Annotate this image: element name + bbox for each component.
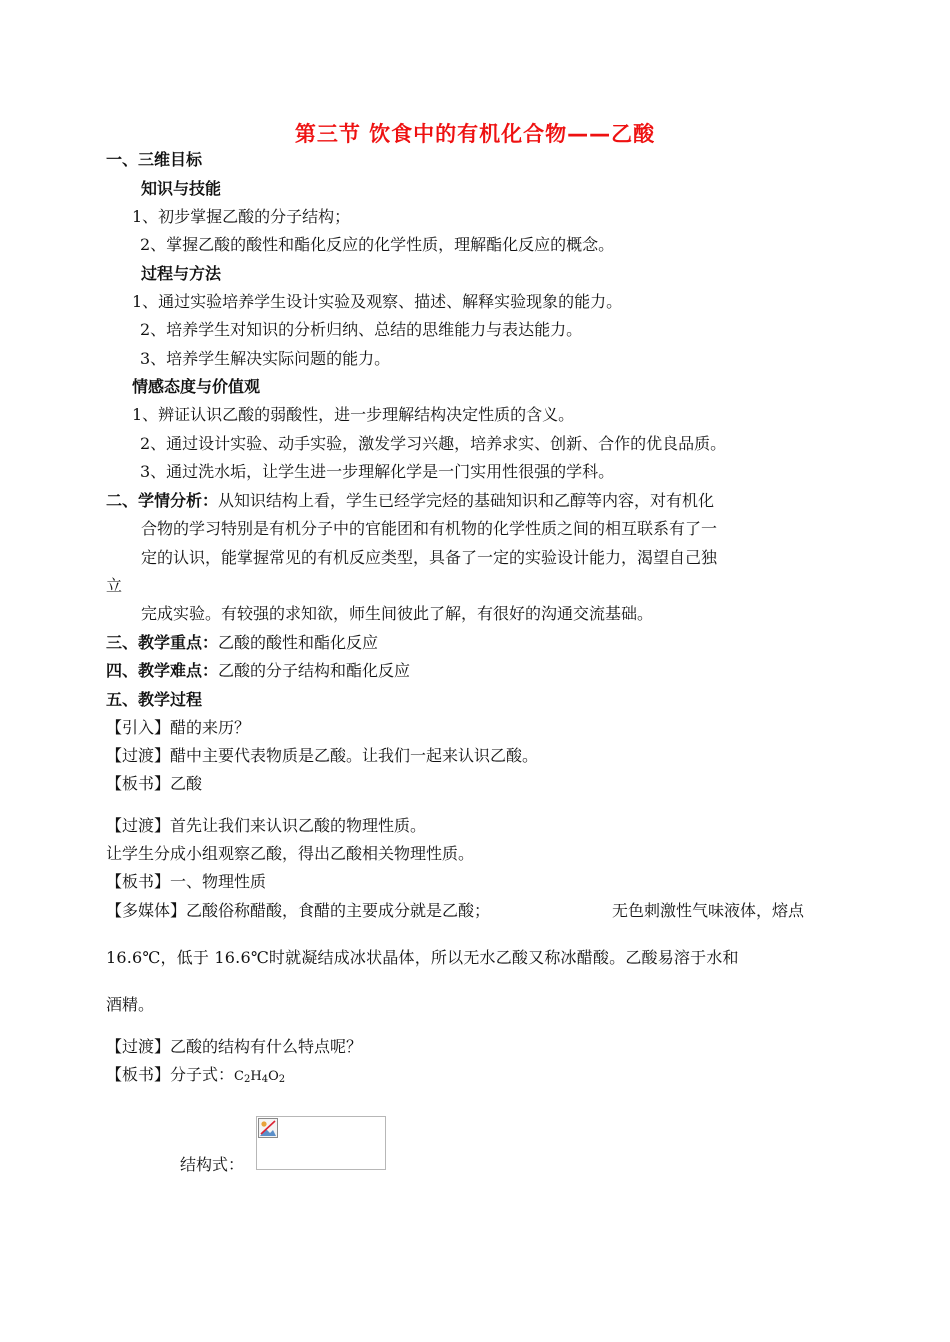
- board-3-tag: 【板书】: [106, 1065, 171, 1084]
- transition-3-text: 乙酸的结构有什么特点呢？: [170, 1037, 363, 1056]
- media-tag: 【多媒体】: [106, 901, 187, 920]
- structural-formula-label: 结构式：: [180, 1155, 245, 1174]
- process-item-2: 2、培养学生对知识的分析归纳、总结的思维能力与表达能力。: [140, 320, 583, 339]
- transition-2-tag: 【过渡】: [106, 816, 171, 835]
- intro-line: [106, 717, 250, 739]
- process-methods-heading: 过程与方法: [141, 264, 222, 283]
- analysis-line-5: 完成实验。有较强的求知欲，师生间彼此了解，有很好的沟通交流基础。: [141, 604, 654, 623]
- board-2-line: [106, 871, 266, 893]
- board-1-tag: 【板书】: [106, 774, 171, 793]
- media-text-a: 乙酸俗称醋酸，食醋的主要成分就是乙酸；: [186, 901, 491, 920]
- intro-tag: 【引入】: [106, 718, 171, 737]
- emotion-item-3: 3、通过洗水垢，让学生进一步理解化学是一门实用性很强的学科。: [140, 462, 615, 481]
- analysis-label: 二、学情分析：: [106, 491, 219, 510]
- transition-3-line: [106, 1036, 362, 1058]
- analysis-line-3: 定的认识，能掌握常见的有机反应类型，具备了一定的实验设计能力，渴望自己独: [141, 548, 718, 567]
- analysis-line-2: 合物的学习特别是有机分子中的官能团和有机物的化学性质之间的相互联系有了一: [141, 519, 718, 538]
- emotion-item-2: 2、通过设计实验、动手实验，激发学习兴趣，培养求实、创新、合作的优良品质。: [140, 434, 727, 453]
- difficulties-line: [106, 660, 410, 682]
- knowledge-skills-heading: 知识与技能: [141, 179, 222, 198]
- knowledge-item-1: 1、初步掌握乙酸的分子结构；: [132, 207, 351, 226]
- difficulties-text: 乙酸的分子结构和酯化反应: [218, 661, 411, 680]
- transition-2-line: [106, 815, 426, 837]
- board-2-text: 一、物理性质: [170, 872, 267, 891]
- transition-3-tag: 【过渡】: [106, 1037, 171, 1056]
- analysis-line-1: [106, 490, 714, 512]
- key-points-label: 三、教学重点：: [106, 633, 219, 652]
- key-points-line: [106, 632, 378, 654]
- media-line-2: 16.6℃，低于 16.6℃时就凝结成冰状晶体，所以无水乙酸又称冰醋酸。乙酸易溶于水和: [106, 948, 739, 967]
- board-3-line: [106, 1064, 285, 1091]
- board-2-tag: 【板书】: [106, 872, 171, 891]
- emotion-values-heading: 情感态度与价值观: [132, 377, 261, 396]
- intro-text: 醋的来历？: [170, 718, 251, 737]
- document-title: 第三节 饮食中的有机化合物——乙酸: [294, 122, 656, 146]
- section-1-heading: 一、三维目标: [106, 150, 203, 169]
- media-line-3: 酒精。: [106, 995, 155, 1014]
- transition-2-text: 首先让我们来认识乙酸的物理性质。: [170, 816, 427, 835]
- section-5-heading: 五、教学过程: [106, 690, 203, 709]
- emotion-item-1: 1、辨证认识乙酸的弱酸性，进一步理解结构决定性质的含义。: [132, 405, 575, 424]
- key-points-text: 乙酸的酸性和酯化反应: [218, 633, 379, 652]
- analysis-line-4: 立: [106, 576, 123, 595]
- board-1-text: 乙酸: [170, 774, 203, 793]
- broken-image-icon: [258, 1118, 278, 1138]
- transition-1-text: 醋中主要代表物质是乙酸。让我们一起来认识乙酸。: [170, 746, 539, 765]
- structural-formula-image: [256, 1116, 386, 1170]
- analysis-text-1: 从知识结构上看，学生已经学完烃的基础知识和乙醇等内容，对有机化: [218, 491, 715, 510]
- board-1-line: [106, 773, 202, 795]
- transition-1-tag: 【过渡】: [106, 746, 171, 765]
- process-item-3: 3、培养学生解决实际问题的能力。: [140, 349, 391, 368]
- molecular-formula: $C_2H_4O_2$: [234, 1069, 286, 1085]
- transition-1-line: [106, 745, 538, 767]
- media-text-b: 无色刺激性气味液体，熔点: [612, 901, 805, 920]
- difficulties-label: 四、教学难点：: [106, 661, 219, 680]
- process-item-1: 1、通过实验培养学生设计实验及观察、描述、解释实验现象的能力。: [132, 292, 623, 311]
- group-observation-text: 让学生分成小组观察乙酸，得出乙酸相关物理性质。: [106, 844, 475, 863]
- knowledge-item-2: 2、掌握乙酸的酸性和酯化反应的化学性质，理解酯化反应的概念。: [140, 235, 615, 254]
- board-3-text: 分子式：: [170, 1065, 235, 1084]
- media-line-1: [106, 900, 490, 922]
